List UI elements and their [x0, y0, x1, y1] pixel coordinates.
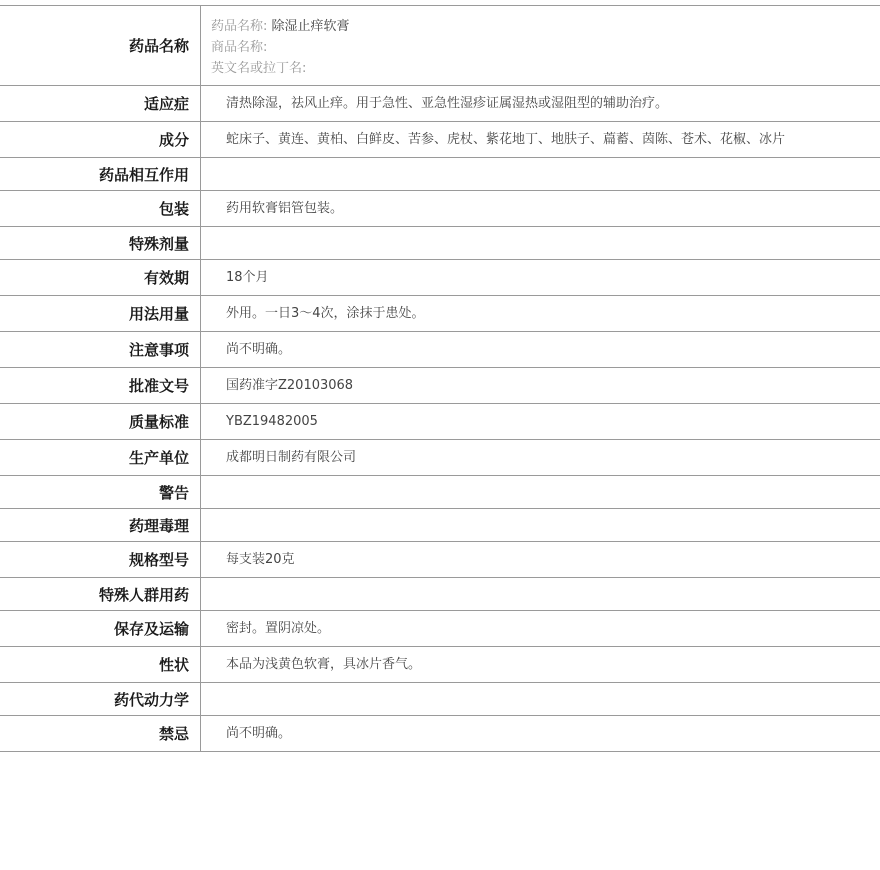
table-row — [0, 227, 880, 260]
row-value: 18个月 — [226, 270, 269, 285]
row-value — [201, 158, 880, 190]
english-name-key: 英文名或拉丁名: — [211, 61, 307, 76]
row-label: 质量标准 — [0, 404, 201, 439]
row-label: 性状 — [0, 647, 201, 682]
row-label: 适应症 — [0, 86, 201, 121]
table-row — [0, 476, 880, 509]
row-value: 成都明日制药有限公司 — [226, 450, 357, 465]
row-value: 每支装20克 — [226, 552, 295, 567]
table-row-drug-name — [0, 6, 880, 86]
table-row — [0, 611, 880, 647]
generic-name-value: 除湿止痒软膏 — [271, 19, 350, 34]
row-value: 国药准字Z20103068 — [226, 378, 354, 393]
table-row — [0, 296, 880, 332]
row-label: 药理毒理 — [0, 509, 201, 541]
row-value — [201, 476, 880, 508]
table-row — [0, 122, 880, 158]
row-value: 尚不明确。 — [226, 342, 292, 357]
row-value: 蛇床子、黄连、黄柏、白鲜皮、苦参、虎杖、紫花地丁、地肤子、萹蓄、茵陈、苍术、花椒、冰片 — [226, 132, 786, 147]
row-value — [201, 683, 880, 715]
row-label: 用法用量 — [0, 296, 201, 331]
row-label: 包装 — [0, 191, 201, 226]
table-row — [0, 716, 880, 752]
trade-name-line — [211, 37, 870, 58]
english-name-line — [211, 58, 870, 79]
table-row — [0, 578, 880, 611]
table-row — [0, 509, 880, 542]
table-row — [0, 683, 880, 716]
row-label: 成分 — [0, 122, 201, 157]
table-row — [0, 647, 880, 683]
row-value: 清热除湿，祛风止痒。用于急性、亚急性湿疹证属湿热或湿阻型的辅助治疗。 — [226, 96, 669, 111]
row-label: 药代动力学 — [0, 683, 201, 715]
row-label: 禁忌 — [0, 716, 201, 751]
table-row — [0, 542, 880, 578]
row-label: 警告 — [0, 476, 201, 508]
row-label: 特殊剂量 — [0, 227, 201, 259]
row-label: 有效期 — [0, 260, 201, 295]
row-label: 注意事项 — [0, 332, 201, 367]
trade-name-key: 商品名称: — [211, 40, 268, 55]
row-label: 药品相互作用 — [0, 158, 201, 190]
row-label-drug-name: 药品名称 — [0, 6, 201, 85]
row-value — [201, 227, 880, 259]
row-value: 外用。一日3～4次，涂抹于患处。 — [226, 306, 425, 321]
row-label: 批准文号 — [0, 368, 201, 403]
row-label: 生产单位 — [0, 440, 201, 475]
row-value — [201, 578, 880, 610]
row-value — [201, 509, 880, 541]
table-row — [0, 158, 880, 191]
row-value: 密封。置阴凉处。 — [226, 621, 331, 636]
drug-name-values — [201, 6, 880, 85]
row-label: 保存及运输 — [0, 611, 201, 646]
generic-name-line — [211, 16, 870, 37]
row-label: 规格型号 — [0, 542, 201, 577]
row-label: 特殊人群用药 — [0, 578, 201, 610]
table-row — [0, 86, 880, 122]
table-row — [0, 368, 880, 404]
table-row — [0, 260, 880, 296]
generic-name-key: 药品名称: — [211, 19, 268, 34]
row-value: YBZ19482005 — [226, 414, 318, 429]
table-row — [0, 191, 880, 227]
table-row — [0, 332, 880, 368]
row-value: 药用软膏铝管包装。 — [226, 201, 344, 216]
row-value: 尚不明确。 — [226, 726, 292, 741]
table-row — [0, 440, 880, 476]
row-value: 本品为浅黄色软膏，具冰片香气。 — [226, 657, 422, 672]
drug-info-table — [0, 5, 880, 752]
table-row — [0, 404, 880, 440]
